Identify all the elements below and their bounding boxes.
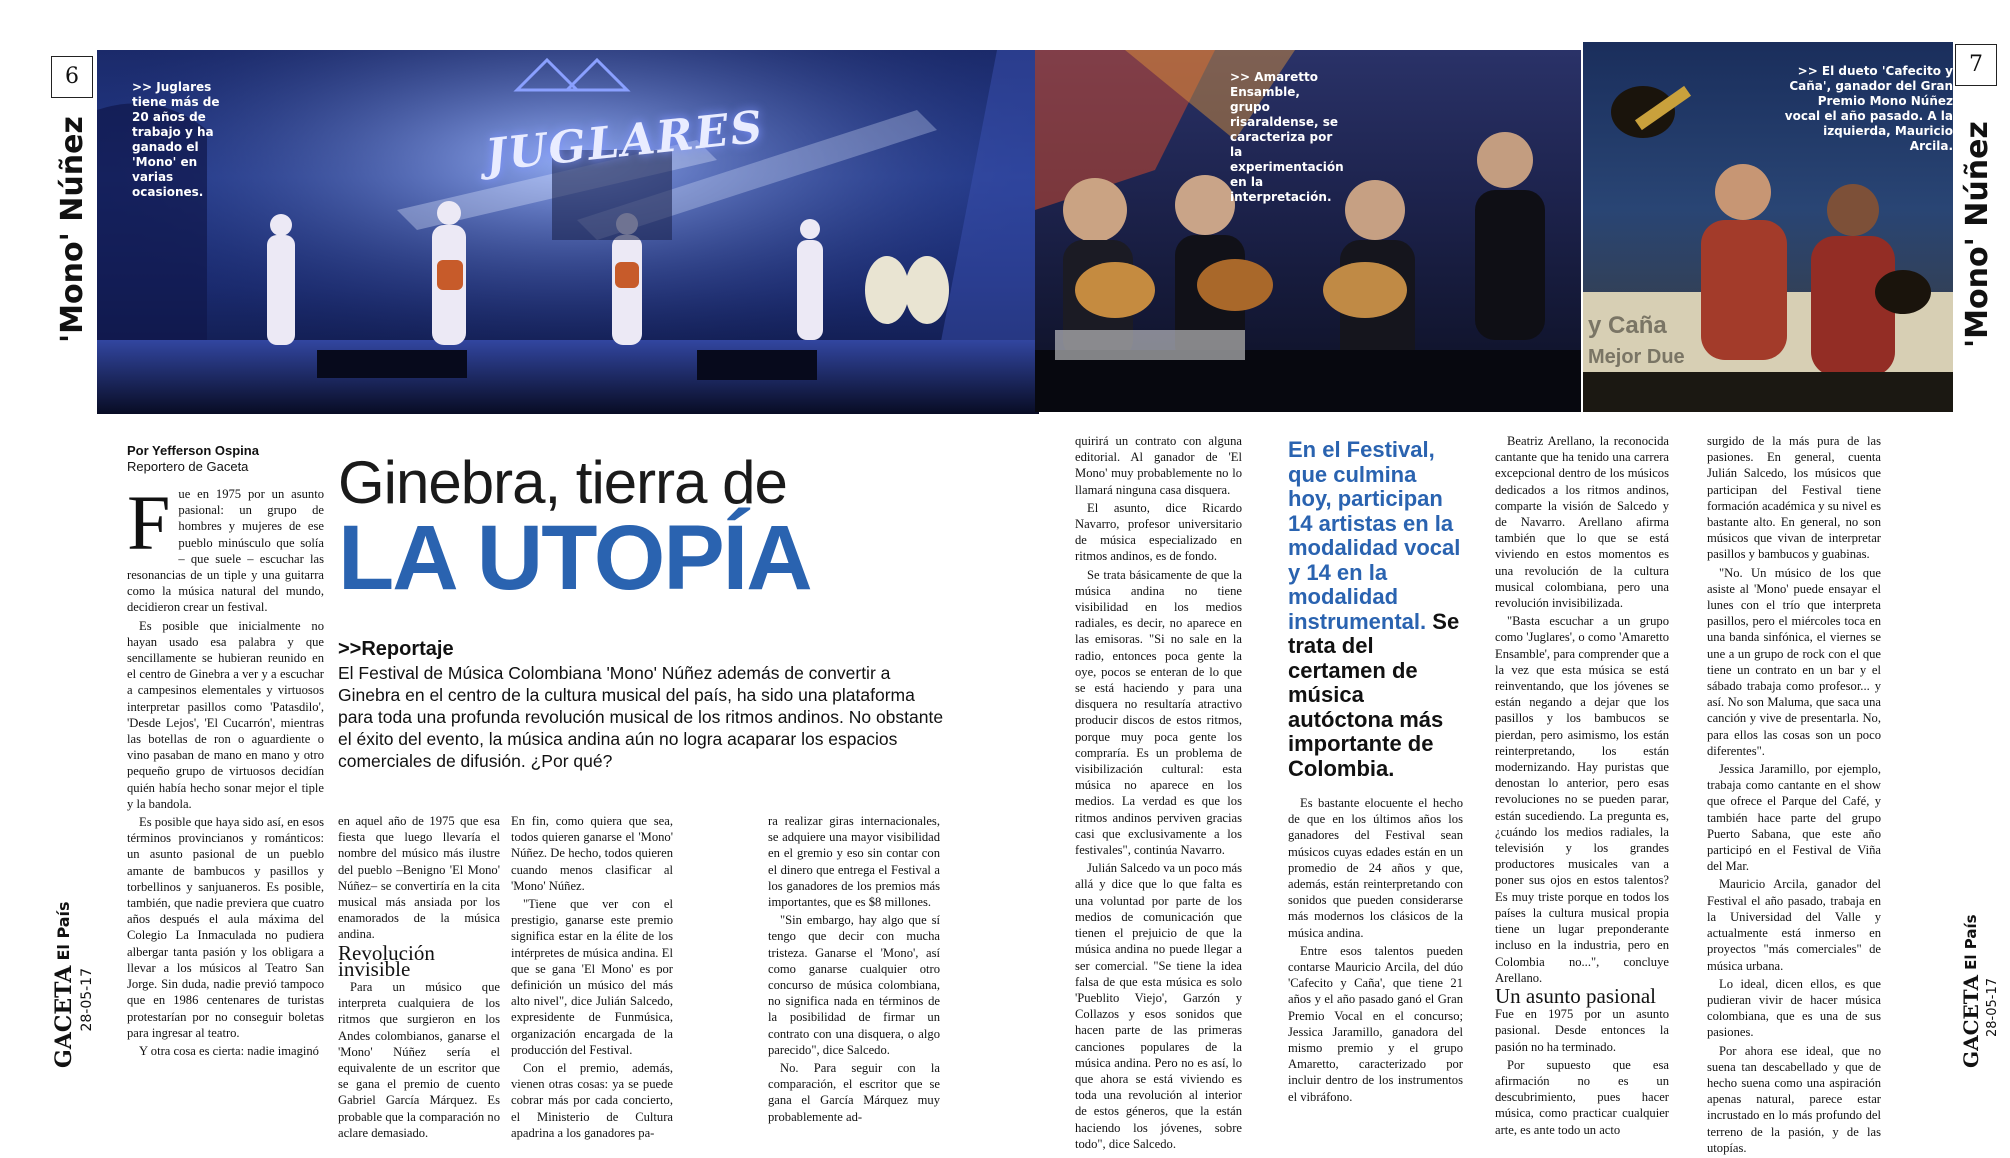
right-column-1 bbox=[1075, 433, 1242, 1154]
lead-paragraph: El Festival de Música Colombiana 'Mono' Núñez además de convertir a Ginebra en el centro de la cultura musical del país, ha sido una plataforma para toda una profunda revolución musical de los ritmos andinos. No obstante el éxito del evento, la música andina aún no logra acaparar los espacios comerciales de difusión. ¿Por qué? bbox=[338, 663, 944, 771]
rcol3-paragraph: Por supuesto que esa afirmación no es un descubrimiento, pues hacer música, como practicar cualquier arte, es ante todo un acto bbox=[1495, 1057, 1669, 1137]
col1-paragraph: Es posible que inicialmente no hayan usado esa palabra y que sencillamente se hubieran reunido en el centro de Ginebra a ver y a escuchar a campesinos elementales y virtuosos interpretar pasillos como 'Patasdilo', 'Desde Lejos', 'El Cucarrón', mientras las botellas de ron o aguardiente o vino pasaban de mano en mano y otro pequeño grupo de virtuosos decidían quién había hecho sonar mejor el tiple y la bandola. bbox=[127, 618, 324, 811]
rcol1-paragraph: quirirá un contrato con alguna editorial. Al ganador de 'El Mono' muy probablemente no lo llamará ninguna casa disquera. bbox=[1075, 434, 1242, 497]
subhead-revolucion: Revolución invisible bbox=[338, 940, 435, 981]
photo-banner-text-2: Mejor Due bbox=[1588, 346, 1685, 368]
footer-paper: El País bbox=[54, 901, 73, 961]
col1-paragraph: Y otra cosa es cierta: nadie imaginó bbox=[139, 1043, 319, 1058]
byline-role: Reportero de Gaceta bbox=[127, 459, 249, 474]
photo-caption-amaretto: >> Amaretto Ensamble, grupo risaraldense, se caracteriza por la experimentación en la interpretación. bbox=[1230, 70, 1344, 204]
rcol1-paragraph: Julián Salcedo va un poco más allá y dice que lo que falta es una voluntad por parte de los medios de comunicación que tienen el prejuicio de que la música andina no puede llegar a ser comercial. "Se tiene la idea falsa de que esta música es solo 'Pueblito Viejo', Garzón y Collazos y esos sonidos que hacen parte de las primeras canciones populares de la música andina. Pero no es así, lo que ahora se está viviendo es toda una revolución al interior de estos géneros, que la están haciendo los jóvenes, sobre todo", dice Salcedo. bbox=[1075, 861, 1242, 1151]
subhead-asunto-pasional: Un asunto pasional bbox=[1495, 983, 1656, 1008]
footer-date-right: 28-05-17 bbox=[1985, 978, 2000, 1038]
right-column-3 bbox=[1495, 433, 1669, 1140]
footer-date-left: 28-05-17 bbox=[79, 968, 95, 1032]
footer-brand: GACETA bbox=[51, 965, 77, 1068]
article-column-1 bbox=[127, 479, 324, 1061]
photo-caption-cafecito: >> El dueto 'Cafecito y Caña', ganador del Gran Premio Mono Núñez vocal el año pasado. A la izquierda, Mauricio Arcila. bbox=[1784, 64, 1953, 153]
pull-quote bbox=[1288, 438, 1463, 781]
article-column-3 bbox=[511, 813, 673, 1143]
left-page bbox=[35, 38, 1010, 1140]
headline-line2: LA UTOPÍA bbox=[338, 507, 811, 609]
pull-quote-black: Se trata del certamen de música autóctona más importante de Colombia. bbox=[1288, 608, 1460, 781]
section-label-right: 'Mono' Núñez bbox=[1960, 121, 1995, 348]
right-column-2 bbox=[1288, 795, 1463, 1107]
footer-brand-left bbox=[51, 901, 77, 1068]
col3-paragraph: Con el premio, además, vienen otras cosas: ya se puede cobrar más por cada concierto, el Ministerio de Cultura apadrina a los ganadores pa- bbox=[511, 1061, 673, 1140]
article-column-2 bbox=[338, 813, 500, 1143]
section-label-left: 'Mono' Núñez bbox=[55, 116, 90, 343]
page-number-left: 6 bbox=[51, 56, 93, 98]
footer-brand: GACETA bbox=[1959, 974, 1983, 1068]
rcol3-paragraph: "Basta escuchar a un grupo como 'Juglares', o como 'Amaretto Ensamble', para comprender que a la vez que esta música se está reinventando, que los jóvenes se están negando a dejar que los pasillos y los bambucos se pierdan, pero asimismo, los están reinterpretando, los están modernizando. Hay puristas que denostan lo anterior, pero esas revoluciones no se pueden parar, están sucediendo. La pregunta es, ¿cuándo los medios radiales, la televisión y los grandes productores musicales van a poner sus ojos en estos talentos? Es muy triste porque en todos los países la cultura musical propia tiene un lugar preponderante incluso en la industria, pero en Colombia no...", concluye Arellano. bbox=[1495, 614, 1669, 985]
rcol1-paragraph: El asunto, dice Ricardo Navarro, profesor universitario de música especializado en ritmos andinos, es de fondo. bbox=[1075, 500, 1242, 564]
photo-cafecito-y-cana bbox=[1583, 42, 1953, 412]
footer-paper: El País bbox=[1962, 914, 1980, 970]
photo-banner-text-1: y Caña bbox=[1588, 312, 1667, 339]
rcol4-paragraph: Mauricio Arcila, ganador del Festival el año pasado, trabaja en la Universidad del Valle y actualmente está inmerso en proyectos "más comerciales" de música urbana. bbox=[1707, 877, 1881, 973]
kicker: >>Reportaje bbox=[338, 638, 454, 660]
concert-stage-illustration bbox=[97, 50, 1039, 414]
rcol4-paragraph: "No. Un músico de los que asiste al 'Mono' puede ensayar el lunes con el trío que interpreta pasillos, pero el miércoles toca en una banda sinfónica, el viernes se une a un grupo de rock con el que tiene un contrato en un bar y el sábado trabaja como profesor... y así. No son Maluma, que saca una canción y vive de presentarla. No, para ellos las cosas son un poco diferentes". bbox=[1707, 565, 1881, 758]
photo-amaretto-ensamble bbox=[1035, 50, 1581, 412]
article-column-4 bbox=[768, 813, 940, 1127]
headline-line1: Ginebra, tierra de bbox=[338, 449, 787, 516]
rcol4-paragraph: Jessica Jaramillo, por ejemplo, trabaja como cantante en el show que ofrece el Parque del Café, y también hace parte del grupo Puerto Sabana, que este año participó en el Festival de Viña del Mar. bbox=[1707, 762, 1881, 874]
rcol4-paragraph: Lo ideal, dicen ellos, es que pudieran vivir de hacer música colombiana, que es una de sus pasiones. bbox=[1707, 976, 1881, 1040]
rcol1-paragraph: Se trata básicamente de que la música andina no tiene visibilidad en los medios radiales, es decir, no aparece en las emisoras. "Si no sale en la radio, entonces poca gente la oye, pocos se enteran de lo que se está haciendo y para una disquera no resultaría atractivo producir discos de estos ritmos, porque muy poca gente los compraría. Es un problema de visibilización cultural: esta música no aparece en los medios. La verdad es que los ritmos andinos perviven gracias casi que exclusivamente a los festivales", continúa Navarro. bbox=[1075, 567, 1242, 858]
col2-paragraph: Para un músico que interpreta cualquiera de los ritmos que surgieron en los Andes colombianos, ganarse el 'Mono' Núñez sería el equivalente de un escritor que se gana el premio de cuento Gabriel García Márquez. Es probable que la comparación no aclare demasiado. bbox=[338, 980, 500, 1140]
rcol3-paragraph: Fue en 1975 por un asunto pasional. Desde entonces la pasión no ha terminado. bbox=[1495, 1007, 1669, 1054]
col1-paragraph: Es posible que haya sido así, en esos términos provincianos y románticos: un asunto pasional de un pueblo amante de bambucos y pasillos y torbellinos y sanjuaneros. Es posible, también, que nadie previera que cuatro años después el aula máxima del Colegio La Inmaculada no pudiera albergar tanta pasión y los obligara a llevar a los músicos al Teatro San Jorge. Sin duda, nadie previó tampoco que en 1986 centenares de turistas protestarían por no conseguir boletas para ingresar al teatro. bbox=[127, 815, 324, 1040]
rcol2-paragraph: Es bastante elocuente el hecho de que en los últimos años los ganadores del Festival sean músicos cuyas edades están en un promedio de 24 años y que, además, están reinterpretando con sonidos que pueden considerarse más modernos los clásicos de la música andina. bbox=[1288, 796, 1463, 940]
page-number-right: 7 bbox=[1955, 44, 1997, 86]
rcol4-paragraph: surgido de la más pura de las pasiones. En general, cuenta Julián Salcedo, los músicos que participan del Festival tiene formación académica y su nivel es bastante alto. En general, no son músicos que vivan de interpretar pasillos y bambucos y guabinas. bbox=[1707, 434, 1881, 562]
right-column-4 bbox=[1707, 433, 1881, 1158]
rcol3-paragraph: Beatriz Arellano, la reconocida cantante que ha tenido una carrera excepcional dentro de los músicos dedicados a los ritmos andinos, comparte la visión de Salcedo y de Navarro. Arellano afirma también que lo que se está viviendo en estos momentos es una revolución de la cultura musical colombiana, pero una revolución invisibilizada. bbox=[1495, 434, 1669, 611]
col4-paragraph: ra realizar giras internacionales, se adquiere una mayor visibilidad en el gremio y eso sin contar con el dinero que entrega el Festival a los ganadores de los premios más importantes, que es $8 millones. bbox=[768, 814, 940, 910]
col4-paragraph: No. Para seguir con la comparación, el escritor que se gana el García Márquez muy probablemente ad- bbox=[768, 1061, 940, 1124]
col3-paragraph: En fin, como quiera que sea, todos quieren ganarse el 'Mono' Núñez. De hecho, todos quieren cuando menos clasificar al 'Mono' Núñez. bbox=[511, 814, 673, 893]
stage-sign: JUGLARES bbox=[483, 101, 767, 182]
col4-paragraph: "Sin embargo, hay algo que sí tengo que decir con mucha tristeza. Ganarse el 'Mono', así como ganarse cualquier otro concurso de música colombiana, no significa nada en términos de la posibilidad de firmar un contrato con una disquera, o algo parecido", dice Salcedo. bbox=[768, 913, 940, 1057]
rcol2-paragraph: Entre esos talentos pueden contarse Mauricio Arcila, del dúo 'Cafecito y Caña', que tiene 21 años y el año pasado ganó el Gran Premio Vocal en el concurso; Jessica Jaramillo, ganadora del mismo premio y el grupo Amaretto, caracterizado por incluir dentro de los instrumentos el vibráfono. bbox=[1288, 943, 1463, 1104]
drop-cap: F bbox=[127, 479, 171, 566]
rcol4-paragraph: Por ahora ese ideal, que no suena tan descabellado y que de hecho suena como una aspiración apenas natural, parece estar incrustado en lo más profundo del terreno de la pasión, y de las utopías. bbox=[1707, 1043, 1881, 1155]
col1-paragraph: ue en 1975 por un asunto pasional: un grupo de hombres y mujeres de ese pueblo minúsculo que solía – que suele – escuchar las resonancias de un tiple y una guitarra como la música natural del mundo, decidieron crear un festival. bbox=[127, 487, 324, 615]
footer-brand-right bbox=[1959, 914, 1983, 1068]
pull-quote-blue: En el Festival, que culmina hoy, participan 14 artistas en la modalidad vocal y 14 en la modalidad instrumental. bbox=[1288, 437, 1461, 634]
byline: Por Yefferson Ospina bbox=[127, 443, 259, 458]
right-page bbox=[1035, 38, 2000, 1155]
col2-paragraph: en aquel año de 1975 que esa fiesta que luego llevaría el nombre del músico más ilustre del pueblo –Benigno 'El Mono' Núñez– se convertiría en la cita musical más ansiada por los enamorados de la música andina. bbox=[338, 814, 500, 942]
photo-juglares-concert bbox=[97, 50, 1039, 414]
col3-paragraph: "Tiene que ver con el prestigio, ganarse este premio significa estar en la élite de los intérpretes de música andina. El que se gana 'El Mono' es por definición un músico del más alto nivel", dice Julián Salcedo, expresidente de Funmúsica, organización encargada de la producción del Festival. bbox=[511, 897, 673, 1057]
photo-caption-juglares: >> Juglares tiene más de 20 años de trabajo y ha ganado el 'Mono' en varias ocasiones. bbox=[132, 80, 220, 199]
